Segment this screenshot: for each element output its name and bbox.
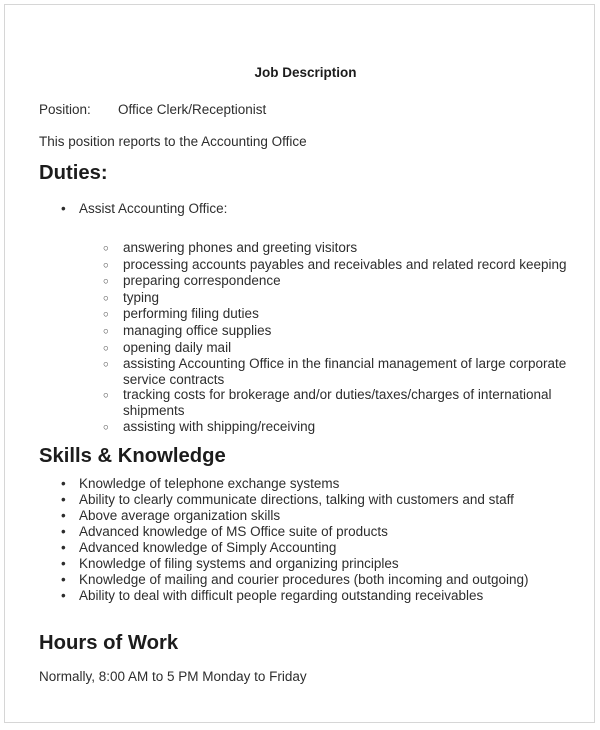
duty-subitem-text: assisting Accounting Office in the financial management of large corporate service contracts xyxy=(123,356,567,387)
duty-subitem-text: performing filing duties xyxy=(123,306,259,322)
duty-subitem-text: preparing correspondence xyxy=(123,273,281,289)
bullet-circle-icon: ○ xyxy=(103,243,109,254)
duties-heading: Duties: xyxy=(39,162,108,184)
bullet-disc-icon: • xyxy=(61,524,66,540)
position-label: Position: xyxy=(39,102,91,117)
bullet-disc-icon: • xyxy=(61,540,66,556)
skill-item xyxy=(39,540,572,556)
hours-text: Normally, 8:00 AM to 5 PM Monday to Friday xyxy=(39,669,307,685)
bullet-circle-icon: ○ xyxy=(103,325,109,337)
duty-subitem-text: answering phones and greeting visitors xyxy=(123,240,358,255)
skill-item xyxy=(39,476,572,492)
duty-item-label: Assist Accounting Office: xyxy=(79,201,228,216)
duty-subitem xyxy=(39,356,572,387)
bullet-circle-icon: ○ xyxy=(103,309,109,321)
duty-subitem xyxy=(39,387,572,418)
duty-subitem xyxy=(39,419,572,436)
skill-item-text: Advanced knowledge of MS Office suite of products xyxy=(79,524,388,540)
duties-sublist xyxy=(39,240,572,435)
duty-subitem xyxy=(39,290,572,307)
skills-list xyxy=(39,476,572,604)
duty-subitem xyxy=(39,323,572,340)
position-row xyxy=(39,102,572,117)
bullet-disc-icon: • xyxy=(61,588,66,604)
duty-subitem-text: typing xyxy=(123,289,160,305)
duty-subitem-text: assisting with shipping/receiving xyxy=(123,418,316,434)
duty-subitem xyxy=(39,240,572,257)
bullet-disc-icon: • xyxy=(61,476,66,492)
page-title: Job Description xyxy=(254,65,357,80)
skill-item-text: Above average organization skills xyxy=(79,508,281,524)
bullet-circle-icon: ○ xyxy=(103,259,109,271)
bullet-circle-icon: ○ xyxy=(103,276,109,288)
duty-subitem xyxy=(39,257,572,274)
skills-heading: Skills & Knowledge xyxy=(39,445,226,468)
skill-item-text: Knowledge of filing systems and organizing principles xyxy=(79,556,399,572)
document-page xyxy=(4,4,595,723)
duty-subitem-text: processing accounts payables and receivables and related record keeping xyxy=(123,256,567,272)
bullet-circle-icon: ○ xyxy=(103,390,109,402)
bullet-circle-icon: ○ xyxy=(103,421,109,433)
bullet-circle-icon: ○ xyxy=(103,342,109,354)
bullet-disc-icon: • xyxy=(61,572,66,588)
skill-item xyxy=(39,588,572,604)
reports-line: This position reports to the Accounting Office xyxy=(39,134,307,149)
bullet-disc-icon: • xyxy=(61,492,66,508)
bullet-circle-icon: ○ xyxy=(103,292,109,304)
bullet-disc-icon: • xyxy=(61,201,66,216)
hours-heading: Hours of Work xyxy=(39,632,179,655)
skill-item-text: Ability to deal with difficult people regarding outstanding receivables xyxy=(79,588,484,604)
skill-item xyxy=(39,556,572,572)
skill-item-text: Advanced knowledge of Simply Accounting xyxy=(79,540,337,556)
skill-item xyxy=(39,508,572,524)
skill-item xyxy=(39,524,572,540)
duties-list xyxy=(39,201,572,216)
bullet-disc-icon: • xyxy=(61,556,66,572)
duty-subitem xyxy=(39,273,572,290)
duty-subitem-text: tracking costs for brokerage and/or duties/taxes/charges of international shipments xyxy=(123,387,552,418)
position-value: Office Clerk/Receptionist xyxy=(118,102,267,117)
bullet-circle-icon: ○ xyxy=(103,359,109,371)
skill-item xyxy=(39,572,572,588)
skill-item-text: Knowledge of mailing and courier procedures (both incoming and outgoing) xyxy=(79,572,529,588)
duty-item xyxy=(39,201,572,216)
duty-subitem-text: managing office supplies xyxy=(123,322,272,338)
skill-item xyxy=(39,492,572,508)
duty-subitem-text: opening daily mail xyxy=(123,339,232,355)
skill-item-text: Knowledge of telephone exchange systems xyxy=(79,476,340,492)
duty-subitem xyxy=(39,340,572,357)
skill-item-text: Ability to clearly communicate directions, talking with customers and staff xyxy=(79,492,514,508)
bullet-disc-icon: • xyxy=(61,508,66,524)
duty-subitem xyxy=(39,306,572,323)
